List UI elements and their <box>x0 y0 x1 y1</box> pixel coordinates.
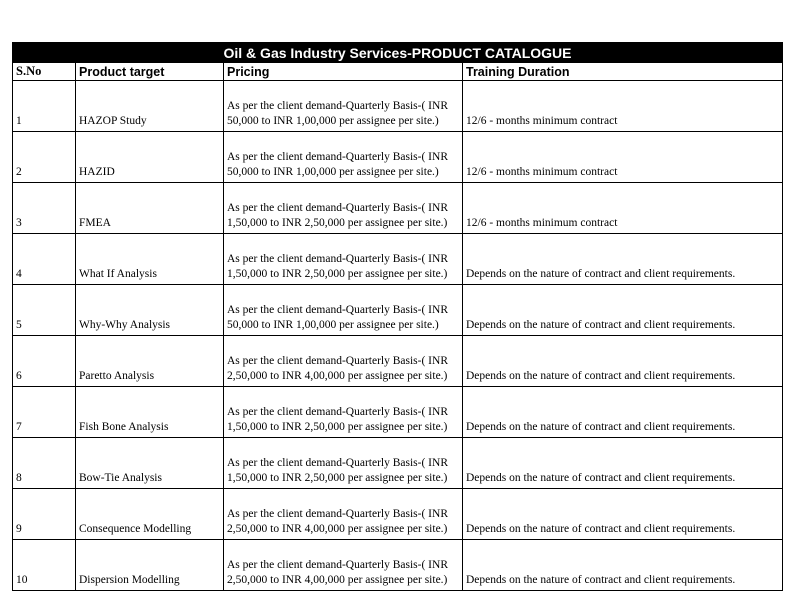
cell-sno: 10 <box>13 540 76 591</box>
cell-pricing <box>224 234 463 285</box>
cell-duration: 12/6 - months minimum contract <box>463 81 783 132</box>
cell-product: FMEA <box>76 183 224 234</box>
table-row <box>13 336 783 387</box>
cell-duration: Depends on the nature of contract and client requirements. <box>463 438 783 489</box>
title-row <box>13 43 783 63</box>
pricing-line-2: 50,000 to INR 1,00,000 per assignee per site.) <box>227 115 439 127</box>
pricing-line-2: 2,50,000 to INR 4,00,000 per assignee per site.) <box>227 574 448 586</box>
cell-duration: 12/6 - months minimum contract <box>463 183 783 234</box>
column-header-sno: S.No <box>13 63 76 81</box>
cell-pricing <box>224 132 463 183</box>
cell-product: Why-Why Analysis <box>76 285 224 336</box>
table-row <box>13 183 783 234</box>
pricing-line-2: 1,50,000 to INR 2,50,000 per assignee per site.) <box>227 421 448 433</box>
pricing-line-1: As per the client demand-Quarterly Basis-( INR <box>227 559 448 571</box>
product-catalogue-table <box>12 42 783 591</box>
pricing-line-2: 1,50,000 to INR 2,50,000 per assignee per site.) <box>227 472 448 484</box>
pricing-line-2: 2,50,000 to INR 4,00,000 per assignee per site.) <box>227 523 448 535</box>
table-row <box>13 387 783 438</box>
cell-duration: Depends on the nature of contract and client requirements. <box>463 489 783 540</box>
cell-product: HAZID <box>76 132 224 183</box>
cell-duration: Depends on the nature of contract and client requirements. <box>463 540 783 591</box>
cell-pricing <box>224 387 463 438</box>
pricing-line-1: As per the client demand-Quarterly Basis-( INR <box>227 304 448 316</box>
cell-sno: 4 <box>13 234 76 285</box>
cell-sno: 2 <box>13 132 76 183</box>
cell-duration: Depends on the nature of contract and client requirements. <box>463 234 783 285</box>
cell-duration: Depends on the nature of contract and client requirements. <box>463 336 783 387</box>
cell-pricing <box>224 81 463 132</box>
header-row <box>13 63 783 81</box>
table-title: Oil & Gas Industry Services-PRODUCT CATALOGUE <box>13 43 783 63</box>
cell-pricing <box>224 285 463 336</box>
column-header-pricing: Pricing <box>224 63 463 81</box>
pricing-line-2: 1,50,000 to INR 2,50,000 per assignee per site.) <box>227 268 448 280</box>
table-row <box>13 285 783 336</box>
pricing-line-1: As per the client demand-Quarterly Basis-( INR <box>227 355 448 367</box>
cell-duration: Depends on the nature of contract and client requirements. <box>463 285 783 336</box>
cell-duration: Depends on the nature of contract and client requirements. <box>463 387 783 438</box>
pricing-line-1: As per the client demand-Quarterly Basis-( INR <box>227 100 448 112</box>
cell-sno: 5 <box>13 285 76 336</box>
pricing-line-2: 1,50,000 to INR 2,50,000 per assignee per site.) <box>227 217 448 229</box>
cell-product: Dispersion Modelling <box>76 540 224 591</box>
pricing-line-1: As per the client demand-Quarterly Basis-( INR <box>227 457 448 469</box>
cell-product: Consequence Modelling <box>76 489 224 540</box>
pricing-line-2: 50,000 to INR 1,00,000 per assignee per site.) <box>227 319 439 331</box>
cell-pricing <box>224 438 463 489</box>
cell-pricing <box>224 336 463 387</box>
pricing-line-1: As per the client demand-Quarterly Basis-( INR <box>227 253 448 265</box>
cell-product: HAZOP Study <box>76 81 224 132</box>
table-row <box>13 438 783 489</box>
cell-sno: 1 <box>13 81 76 132</box>
table-row <box>13 132 783 183</box>
cell-product: What If Analysis <box>76 234 224 285</box>
pricing-line-1: As per the client demand-Quarterly Basis-( INR <box>227 406 448 418</box>
cell-pricing <box>224 183 463 234</box>
column-header-product: Product target <box>76 63 224 81</box>
column-header-duration: Training Duration <box>463 63 783 81</box>
cell-sno: 8 <box>13 438 76 489</box>
pricing-line-2: 2,50,000 to INR 4,00,000 per assignee per site.) <box>227 370 448 382</box>
cell-sno: 7 <box>13 387 76 438</box>
pricing-line-1: As per the client demand-Quarterly Basis-( INR <box>227 508 448 520</box>
table-row <box>13 540 783 591</box>
pricing-line-1: As per the client demand-Quarterly Basis-( INR <box>227 151 448 163</box>
pricing-line-1: As per the client demand-Quarterly Basis-( INR <box>227 202 448 214</box>
table-row <box>13 489 783 540</box>
cell-sno: 9 <box>13 489 76 540</box>
cell-duration: 12/6 - months minimum contract <box>463 132 783 183</box>
cell-pricing <box>224 489 463 540</box>
table-row <box>13 81 783 132</box>
cell-pricing <box>224 540 463 591</box>
pricing-line-2: 50,000 to INR 1,00,000 per assignee per site.) <box>227 166 439 178</box>
table-row <box>13 234 783 285</box>
cell-sno: 6 <box>13 336 76 387</box>
cell-product: Bow-Tie Analysis <box>76 438 224 489</box>
cell-sno: 3 <box>13 183 76 234</box>
cell-product: Fish Bone Analysis <box>76 387 224 438</box>
cell-product: Paretto Analysis <box>76 336 224 387</box>
